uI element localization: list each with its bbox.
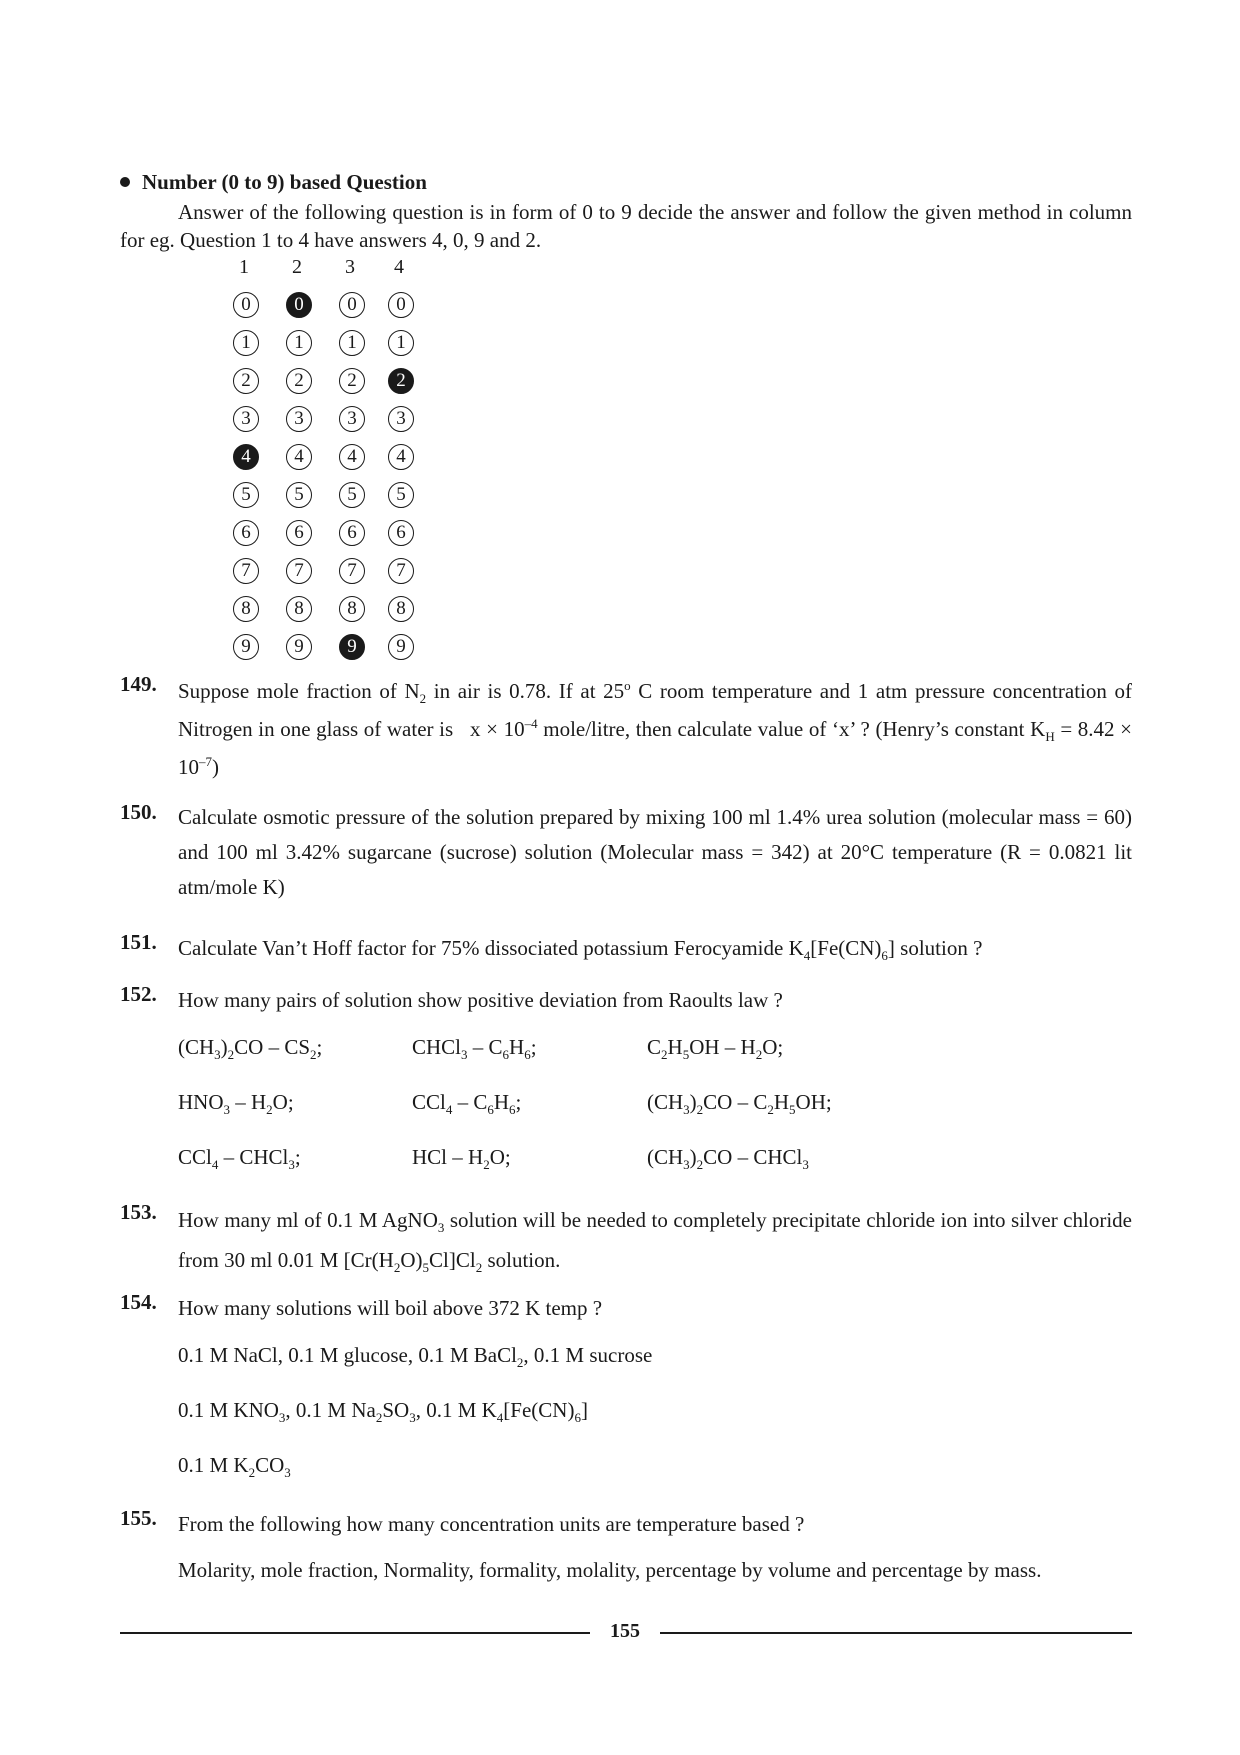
solution-list-line: 0.1 M NaCl, 0.1 M glucose, 0.1 M BaCl$_2$, 0.1 M sucrose <box>178 1343 653 1370</box>
answer-bubble[interactable]: 3 <box>233 406 259 432</box>
pair-cell: $(CH_3)_2CO$ – CHCl$_3$ <box>647 1145 809 1172</box>
question-text: How many pairs of solution show positive deviation from Raoults law ? <box>178 988 783 1012</box>
answer-bubble[interactable]: 9 <box>233 634 259 660</box>
answer-bubble[interactable]: 2 <box>286 368 312 394</box>
grid-column-header: 1 <box>239 256 249 278</box>
answer-bubble[interactable]: 4 <box>286 444 312 470</box>
pair-cell: HCl – $H_2O$; <box>412 1145 511 1172</box>
pair-cell: $(CH_3)_2CO - C_2H_5OH$; <box>647 1090 832 1117</box>
question-number: 154. <box>120 1290 157 1314</box>
answer-bubble[interactable]: 7 <box>339 558 365 584</box>
question-number: 152. <box>120 982 157 1006</box>
question-text: Calculate Van’t Hoff factor for 75% dissociated potassium Ferocyamide $K_4[Fe(CN)_6]$ solution ? <box>178 936 983 963</box>
answer-bubble[interactable]: 5 <box>339 482 365 508</box>
answer-bubble[interactable]: 1 <box>233 330 259 356</box>
answer-bubble[interactable]: 8 <box>233 596 259 622</box>
answer-bubble[interactable]: 3 <box>286 406 312 432</box>
pair-cell: $HNO_3 - H_2O$; <box>178 1090 294 1117</box>
bullet-icon <box>120 177 130 187</box>
question-number: 153. <box>120 1200 157 1224</box>
answer-bubble[interactable]: 3 <box>388 406 414 432</box>
question-154 <box>120 1290 1132 1327</box>
question-number: 155. <box>120 1506 157 1530</box>
answer-bubble[interactable]: 6 <box>388 520 414 546</box>
answer-bubble[interactable]: 5 <box>286 482 312 508</box>
answer-bubble[interactable]: 7 <box>388 558 414 584</box>
pair-cell: $CCl_4 - C_6H_6$; <box>412 1090 522 1117</box>
question-number: 151. <box>120 930 157 954</box>
answer-bubble[interactable]: 0 <box>339 292 365 318</box>
answer-bubble[interactable]: 1 <box>388 330 414 356</box>
section-intro: Answer of the following question is in form of 0 to 9 decide the answer and follow the given method in column for eg. Question 1 to 4 have answers 4, 0, 9 and 2. <box>120 200 1132 252</box>
grid-column-header: 2 <box>292 256 302 278</box>
answer-bubble[interactable]: 9 <box>339 634 365 660</box>
question-text: How many solutions will boil above 372 K temp ? <box>178 1296 603 1320</box>
answer-bubble[interactable]: 4 <box>233 444 259 470</box>
footer-rule-right <box>660 1632 1132 1634</box>
answer-bubble[interactable]: 8 <box>388 596 414 622</box>
pair-cell: $C_2H_5OH - H_2O$; <box>647 1035 784 1062</box>
answer-bubble[interactable]: 0 <box>388 292 414 318</box>
page-number: 155 <box>610 1620 640 1642</box>
question-149 <box>120 672 1132 786</box>
question-text: How many ml of 0.1 M AgNO$_3$ solution will be needed to completely precipitate chloride ion into silver chloride from 30 ml 0.01 M $[Cr(H_2O)_5Cl]Cl_2$ solution. <box>178 1208 1132 1275</box>
pair-cell: $(CH_3)_2CO - CS_2$; <box>178 1035 323 1062</box>
question-text: From the following how many concentration units are temperature based ? <box>178 1512 805 1536</box>
question-152 <box>120 982 1132 1019</box>
question-153 <box>120 1200 1132 1280</box>
answer-bubble[interactable]: 9 <box>286 634 312 660</box>
question-text: Calculate osmotic pressure of the solution prepared by mixing 100 ml 1.4% urea solution (molecular mass = 60) and 100 ml 3.42% sugarcane (sucrose) solution (Molecular mass = 342) at 20°C temperature (R = 0.0821 lit atm/mole K) <box>178 805 1132 899</box>
answer-bubble[interactable]: 7 <box>233 558 259 584</box>
solution-list-line: 0.1 M $K_2CO_3$ <box>178 1453 291 1480</box>
answer-bubble[interactable]: 9 <box>388 634 414 660</box>
answer-bubble[interactable]: 5 <box>233 482 259 508</box>
answer-bubble[interactable]: 6 <box>286 520 312 546</box>
answer-bubble[interactable]: 8 <box>339 596 365 622</box>
answer-bubble[interactable]: 6 <box>339 520 365 546</box>
answer-bubble[interactable]: 0 <box>233 292 259 318</box>
solution-list-line: 0.1 M $KNO_3$, 0.1 M $Na_2SO_3$, 0.1 M $K_4[Fe(CN)_6]$ <box>178 1398 588 1425</box>
answer-bubble[interactable]: 2 <box>388 368 414 394</box>
answer-bubble[interactable]: 1 <box>286 330 312 356</box>
question-155 <box>120 1506 1132 1543</box>
answer-bubble[interactable]: 8 <box>286 596 312 622</box>
question-150 <box>120 800 1132 905</box>
grid-column-header: 3 <box>345 256 355 278</box>
pair-cell: CCl$_4$ – CHCl$_3$; <box>178 1145 301 1172</box>
answer-bubble[interactable]: 3 <box>339 406 365 432</box>
answer-bubble[interactable]: 2 <box>233 368 259 394</box>
answer-bubble[interactable]: 6 <box>233 520 259 546</box>
answer-bubble[interactable]: 1 <box>339 330 365 356</box>
grid-column-header: 4 <box>394 256 404 278</box>
pair-cell: CHCl$_3$ – $C_6H_6$; <box>412 1035 537 1062</box>
question-text: Suppose mole fraction of $N_2$ in air is 0.78. If at 25$^o$ C room temperature and 1 atm pressure concentration of Nitrogen in one glass of water is $x \times 10^{-4}$ mole/litre, then calculate value of ‘x’ ? (Henry’s constant $K_H = 8.42 \times 10^{-7}$) <box>178 678 1132 779</box>
answer-bubble[interactable]: 5 <box>388 482 414 508</box>
answer-bubble[interactable]: 7 <box>286 558 312 584</box>
question-151 <box>120 930 1132 967</box>
concentration-units-line: Molarity, mole fraction, Normality, formality, molality, percentage by volume and percentage by mass. <box>178 1558 1042 1582</box>
answer-bubble[interactable]: 0 <box>286 292 312 318</box>
question-number: 150. <box>120 800 157 824</box>
answer-bubble[interactable]: 4 <box>339 444 365 470</box>
answer-bubble[interactable]: 2 <box>339 368 365 394</box>
answer-bubble[interactable]: 4 <box>388 444 414 470</box>
section-heading: Number (0 to 9) based Question <box>120 170 427 195</box>
question-number: 149. <box>120 672 157 696</box>
footer-rule-left <box>120 1632 590 1634</box>
